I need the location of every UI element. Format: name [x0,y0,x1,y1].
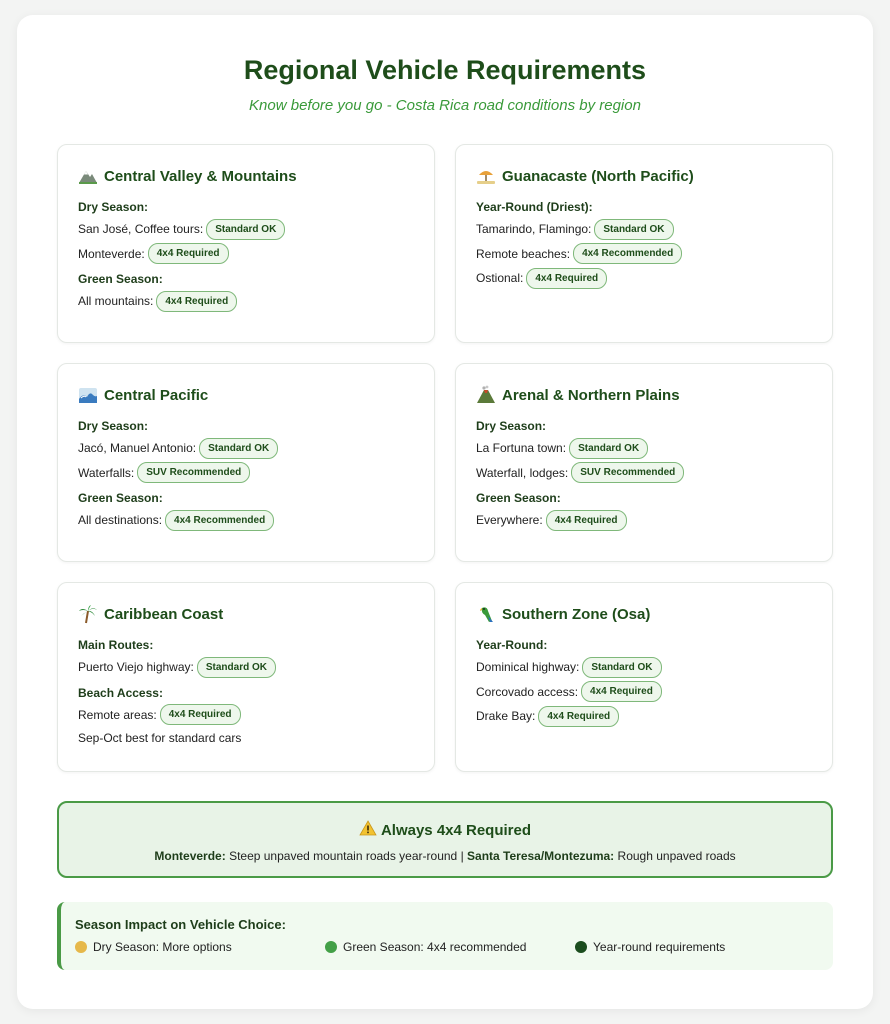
mountain-icon [78,166,98,186]
requirement-badge: SUV Recommended [137,462,250,483]
requirement-badge: 4x4 Required [538,706,619,727]
list-item [78,508,415,533]
list-item [78,703,415,728]
requirement-badge: Standard OK [206,219,285,240]
place-label: Drake Bay: [476,709,536,724]
list-item [476,436,813,461]
list-item [476,217,813,242]
requirement-badge: Standard OK [199,438,278,459]
beach-umbrella-icon [476,166,496,186]
list-item [78,461,415,486]
list-item [476,242,813,267]
page-title: Regional Vehicle Requirements [243,55,647,85]
place-label: All destinations: [78,513,163,528]
page-container [17,15,873,1009]
region-card-arenal [455,363,833,562]
region-title: Arenal & Northern Plains [502,386,680,404]
list-item [476,655,813,680]
parrot-icon [476,604,496,624]
alert-place: Monteverde: [154,849,226,863]
region-grid [57,144,833,772]
list-item [476,680,813,705]
place-label: Corcovado access: [476,684,579,699]
place-label: Dominical highway: [476,660,580,675]
season-label: Dry Season: [476,419,547,433]
place-label: Tamarindo, Flamingo: [476,222,592,237]
requirement-badge: 4x4 Required [546,510,627,531]
list-item [476,461,813,486]
alert-separator: | [460,849,464,863]
season-label: Year-Round (Driest): [476,200,593,214]
requirement-badge: 4x4 Recommended [573,243,682,264]
wave-icon [78,385,98,405]
alert-place: Santa Teresa/Montezuma: [467,849,615,863]
place-label: Everywhere: [476,513,543,528]
alert-description: Rough unpaved roads [617,849,736,863]
requirement-badge: SUV Recommended [571,462,684,483]
place-label: Waterfalls: [78,465,135,480]
season-label: Green Season: [476,491,561,505]
list-item [476,508,813,533]
region-title: Central Pacific [104,386,209,404]
legend-label: Green Season: 4x4 recommended [343,940,527,954]
region-card-central-pacific [57,363,435,562]
legend-item-year-round [575,940,725,954]
requirement-badge: 4x4 Required [160,704,241,725]
season-label: Dry Season: [78,200,149,214]
legend-dot [575,941,587,953]
place-label: Jacó, Manuel Antonio: [78,441,197,456]
place-label: Ostional: [476,271,524,286]
season-legend [57,902,833,970]
season-label: Dry Season: [78,419,149,433]
alert-description: Steep unpaved mountain roads year-round [229,849,458,863]
requirement-badge: Standard OK [197,657,276,678]
place-label: Puerto Viejo highway: [78,660,194,675]
place-label: San José, Coffee tours: [78,222,204,237]
legend-label: Dry Season: More options [93,940,232,954]
list-item [78,436,415,461]
season-label: Beach Access: [78,685,163,700]
legend-item-dry [75,940,325,954]
list-item [78,242,415,267]
page-subtitle: Know before you go - Costa Rica road conditions by region [249,97,641,114]
region-card-central-valley [57,144,435,343]
place-label: La Fortuna town: [476,441,567,456]
season-note: Sep-Oct best for standard cars [78,731,242,745]
region-title: Caribbean Coast [104,605,224,623]
requirement-badge: Standard OK [569,438,648,459]
region-title: Central Valley & Mountains [104,167,297,185]
alert-body [59,849,831,863]
place-label: Waterfall, lodges: [476,465,569,480]
region-title: Southern Zone (Osa) [502,605,651,623]
list-item [78,655,415,680]
volcano-icon [476,385,496,405]
season-label: Green Season: [78,272,163,286]
legend-item-green [325,940,575,954]
region-card-southern-zone [455,582,833,772]
place-label: All mountains: [78,294,154,309]
requirement-badge: 4x4 Required [148,243,229,264]
list-item [78,217,415,242]
place-label: Remote beaches: [476,246,571,261]
alert-title: Always 4x4 Required [380,821,532,839]
legend-label: Year-round requirements [593,940,726,954]
legend-dot [325,941,337,953]
requirement-badge: Standard OK [582,657,661,678]
legend-title: Season Impact on Vehicle Choice: [75,917,286,932]
place-label: Monteverde: [78,246,145,261]
season-label: Green Season: [78,491,163,505]
always-4x4-alert [57,801,833,878]
palm-tree-icon [78,604,98,624]
season-label: Main Routes: [78,638,154,652]
requirement-badge: 4x4 Required [156,291,237,312]
requirement-badge: Standard OK [594,219,673,240]
list-item [476,266,813,291]
list-item [78,289,415,314]
season-label: Year-Round: [476,638,548,652]
region-title: Guanacaste (North Pacific) [502,167,694,185]
requirement-badge: 4x4 Required [581,681,662,702]
region-card-caribbean [57,582,435,772]
requirement-badge: 4x4 Recommended [165,510,274,531]
requirement-badge: 4x4 Required [526,268,607,289]
region-card-guanacaste [455,144,833,343]
place-label: Remote areas: [78,707,157,722]
warning-icon [359,820,381,840]
legend-dot [75,941,87,953]
list-item [476,704,813,729]
